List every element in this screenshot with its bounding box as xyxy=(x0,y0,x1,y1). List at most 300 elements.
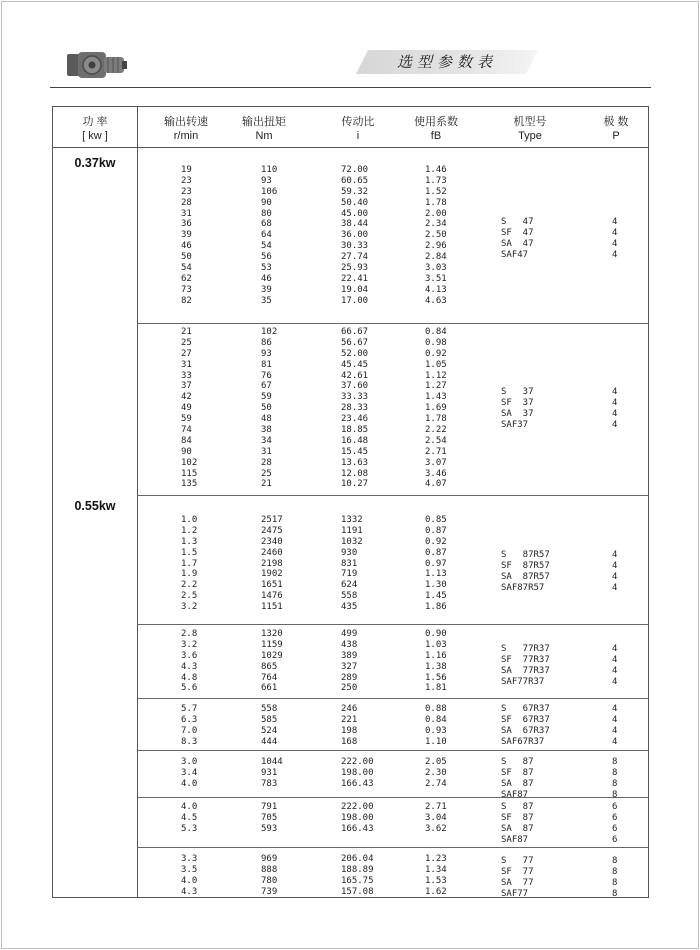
torque-column xyxy=(261,629,283,694)
poles-column xyxy=(612,217,617,261)
table-cell: 1029 xyxy=(261,650,283,661)
table-cell: 135 xyxy=(181,479,198,490)
table-cell: 2.96 xyxy=(425,241,447,252)
poles-cell: 6 xyxy=(612,834,618,845)
speed-column xyxy=(181,165,192,307)
poles-cell: 4 xyxy=(612,582,618,593)
table-cell: 0.87 xyxy=(425,547,447,558)
torque-column xyxy=(261,757,283,790)
type-cell: SA 47 xyxy=(501,238,534,249)
table-cell: 1.12 xyxy=(425,370,447,381)
speed-column xyxy=(181,757,197,790)
table-cell: 84 xyxy=(181,435,192,446)
group-divider xyxy=(137,797,648,798)
table-cell: 72.00 xyxy=(341,165,369,175)
table-cell: 90 xyxy=(181,446,192,457)
table-cell: 2.30 xyxy=(425,767,447,778)
poles-column xyxy=(612,704,617,748)
table-cell: 1.03 xyxy=(425,639,447,650)
table-cell: 22.41 xyxy=(341,273,369,284)
table-cell: 0.84 xyxy=(425,327,447,337)
type-cell: SF 77 xyxy=(501,866,534,877)
table-cell: 56.67 xyxy=(341,337,369,348)
table-cell: 10.27 xyxy=(341,479,369,490)
type-cell: S 77R37 xyxy=(501,644,550,654)
factor-column xyxy=(425,515,447,613)
table-cell: 2.50 xyxy=(425,230,447,241)
table-cell: 3.62 xyxy=(425,823,447,834)
table-cell: 110 xyxy=(261,165,278,175)
table-cell: 1.30 xyxy=(425,580,447,591)
table-cell: 1.23 xyxy=(425,854,447,864)
table-cell: 82 xyxy=(181,295,192,306)
table-cell: 23 xyxy=(181,175,192,186)
header-type: 机型号 Type xyxy=(513,116,547,142)
table-cell: 12.08 xyxy=(341,468,369,479)
group-divider xyxy=(137,750,648,751)
table-cell: 2.54 xyxy=(425,435,447,446)
table-cell: 1.7 xyxy=(181,558,198,569)
table-cell: 16.48 xyxy=(341,435,369,446)
table-cell: 1902 xyxy=(261,569,283,580)
table-cell: 27 xyxy=(181,348,192,359)
speed-column xyxy=(181,629,197,694)
poles-cell: 4 xyxy=(612,560,618,571)
poles-cell: 4 xyxy=(612,704,618,714)
power-value: 0.55kw xyxy=(74,499,116,513)
power-value: 0.37kw xyxy=(74,156,116,170)
table-cell: 930 xyxy=(341,547,358,558)
table-cell: 28 xyxy=(261,457,272,468)
table-cell: 54 xyxy=(181,263,192,274)
table-cell: 250 xyxy=(341,683,358,694)
table-cell: 221 xyxy=(341,714,358,725)
type-cell: SAF67R37 xyxy=(501,736,545,747)
header-power: 功 率 [ kw ] xyxy=(82,116,108,142)
table-cell: 524 xyxy=(261,725,278,736)
table-cell: 1.05 xyxy=(425,359,447,370)
type-column xyxy=(501,757,534,801)
table-cell: 1.52 xyxy=(425,186,447,197)
group-divider xyxy=(137,495,648,496)
poles-cell: 4 xyxy=(612,644,618,654)
table-cell: 36.00 xyxy=(341,230,369,241)
table-cell: 49 xyxy=(181,403,192,414)
table-cell: 35 xyxy=(261,295,272,306)
table-cell: 0.90 xyxy=(425,629,447,639)
poles-cell: 8 xyxy=(612,789,618,800)
poles-cell: 4 xyxy=(612,665,618,676)
table-cell: 2.2 xyxy=(181,580,198,591)
header-poles: 极 数 P xyxy=(603,116,629,142)
table-cell: 46 xyxy=(261,273,272,284)
factor-column xyxy=(425,704,447,748)
table-cell: 74 xyxy=(181,425,192,436)
table-cell: 42.61 xyxy=(341,370,369,381)
table-cell: 62 xyxy=(181,273,192,284)
table-cell: 1.5 xyxy=(181,547,198,558)
poles-cell: 8 xyxy=(612,856,618,866)
table-cell: 28.33 xyxy=(341,403,369,414)
poles-cell: 4 xyxy=(612,227,618,238)
poles-cell: 4 xyxy=(612,736,618,747)
type-cell: SF 67R37 xyxy=(501,714,550,725)
poles-cell: 6 xyxy=(612,812,618,823)
factor-column xyxy=(425,802,447,835)
table-cell: 222.00 xyxy=(341,757,374,767)
table-cell: 8.3 xyxy=(181,736,198,747)
table-cell: 31 xyxy=(181,359,192,370)
table-cell: 115 xyxy=(181,468,198,479)
table-cell: 5.3 xyxy=(181,823,198,834)
table-cell: 4.63 xyxy=(425,295,447,306)
type-column xyxy=(501,217,534,261)
table-cell: 59 xyxy=(181,414,192,425)
table-cell: 106 xyxy=(261,186,278,197)
table-cell: 3.2 xyxy=(181,639,198,650)
table-cell: 791 xyxy=(261,802,278,812)
table-cell: 1.43 xyxy=(425,392,447,403)
table-cell: 27.74 xyxy=(341,252,369,263)
table-cell: 624 xyxy=(341,580,358,591)
table-cell: 0.92 xyxy=(425,536,447,547)
type-cell: SAF87R57 xyxy=(501,582,545,593)
type-cell: SF 87 xyxy=(501,767,534,778)
table-cell: 1.16 xyxy=(425,650,447,661)
table-cell: 52.00 xyxy=(341,348,369,359)
type-cell: S 87 xyxy=(501,802,534,812)
ratio-column xyxy=(341,165,368,307)
poles-column xyxy=(612,550,617,594)
ratio-column xyxy=(341,629,357,694)
ratio-column xyxy=(341,757,374,790)
table-cell: 2517 xyxy=(261,515,283,525)
table-cell: 5.6 xyxy=(181,683,198,694)
table-cell: 1.69 xyxy=(425,403,447,414)
table-cell: 198.00 xyxy=(341,767,374,778)
poles-cell: 8 xyxy=(612,778,618,789)
table-cell: 4.8 xyxy=(181,672,198,683)
factor-column xyxy=(425,327,447,490)
table-cell: 59 xyxy=(261,392,272,403)
table-cell: 865 xyxy=(261,661,278,672)
poles-cell: 4 xyxy=(612,654,618,665)
table-cell: 389 xyxy=(341,650,358,661)
table-cell: 4.0 xyxy=(181,802,198,812)
table-cell: 2.84 xyxy=(425,252,447,263)
table-cell: 7.0 xyxy=(181,725,198,736)
type-cell: SA 87 xyxy=(501,823,534,834)
type-column xyxy=(501,802,534,846)
table-cell: 0.92 xyxy=(425,348,447,359)
table-cell: 25 xyxy=(261,468,272,479)
table-cell: 81 xyxy=(261,359,272,370)
table-cell: 558 xyxy=(261,704,278,714)
table-cell: 50.40 xyxy=(341,197,369,208)
table-cell: 1.73 xyxy=(425,175,447,186)
table-cell: 2.22 xyxy=(425,425,447,436)
table-cell: 2460 xyxy=(261,547,283,558)
table-cell: 1.62 xyxy=(425,886,447,897)
factor-column xyxy=(425,854,447,898)
table-cell: 36 xyxy=(181,219,192,230)
poles-column xyxy=(612,757,617,801)
poles-cell: 4 xyxy=(612,408,618,419)
type-cell: S 77 xyxy=(501,856,534,866)
table-cell: 0.97 xyxy=(425,558,447,569)
table-cell: 45.00 xyxy=(341,208,369,219)
table-cell: 1151 xyxy=(261,602,283,613)
table-cell: 705 xyxy=(261,812,278,823)
factor-column xyxy=(425,757,447,790)
table-cell: 1044 xyxy=(261,757,283,767)
poles-column xyxy=(612,856,617,900)
table-cell: 93 xyxy=(261,348,272,359)
header-rule xyxy=(50,87,651,88)
table-cell: 4.0 xyxy=(181,875,198,886)
poles-cell: 4 xyxy=(612,714,618,725)
table-cell: 2198 xyxy=(261,558,283,569)
table-cell: 33 xyxy=(181,370,192,381)
table-cell: 0.93 xyxy=(425,725,447,736)
type-cell: SAF87 xyxy=(501,789,529,800)
group-divider xyxy=(137,323,648,324)
table-cell: 585 xyxy=(261,714,278,725)
table-cell: 831 xyxy=(341,558,358,569)
type-cell: S 87R57 xyxy=(501,550,550,560)
table-cell: 86 xyxy=(261,337,272,348)
speed-column xyxy=(181,515,197,613)
table-cell: 4.0 xyxy=(181,778,198,789)
table-cell: 54 xyxy=(261,241,272,252)
factor-column xyxy=(425,629,447,694)
gear-motor-icon xyxy=(66,48,128,82)
table-cell: 50 xyxy=(261,403,272,414)
type-cell: SF 77R37 xyxy=(501,654,550,665)
table-cell: 33.33 xyxy=(341,392,369,403)
table-cell: 13.63 xyxy=(341,457,369,468)
banner-title: 选型参数表 xyxy=(396,53,497,71)
table-cell: 661 xyxy=(261,683,278,694)
group-divider xyxy=(137,624,648,625)
type-column xyxy=(501,644,550,688)
table-cell: 4.3 xyxy=(181,886,198,897)
type-cell: SA 87 xyxy=(501,778,534,789)
table-cell: 31 xyxy=(261,446,272,457)
type-cell: SA 77 xyxy=(501,877,534,888)
table-cell: 3.4 xyxy=(181,767,198,778)
ratio-column xyxy=(341,704,357,748)
poles-cell: 6 xyxy=(612,802,618,812)
poles-column xyxy=(612,387,617,431)
table-cell: 1.3 xyxy=(181,536,198,547)
table-cell: 499 xyxy=(341,629,358,639)
table-cell: 2.5 xyxy=(181,591,198,602)
table-cell: 3.2 xyxy=(181,602,198,613)
type-column xyxy=(501,550,550,594)
table-cell: 739 xyxy=(261,886,278,897)
table-cell: 165.75 xyxy=(341,875,374,886)
table-cell: 34 xyxy=(261,435,272,446)
poles-cell: 8 xyxy=(612,767,618,778)
table-cell: 2.71 xyxy=(425,446,447,457)
table-cell: 166.43 xyxy=(341,823,374,834)
table-cell: 969 xyxy=(261,854,278,864)
table-cell: 558 xyxy=(341,591,358,602)
table-cell: 1.56 xyxy=(425,672,447,683)
poles-cell: 8 xyxy=(612,877,618,888)
table-cell: 198.00 xyxy=(341,812,374,823)
header-speed: 输出转速 r/min xyxy=(164,116,208,142)
type-cell: SA 37 xyxy=(501,408,534,419)
table-cell: 28 xyxy=(181,197,192,208)
table-cell: 102 xyxy=(181,457,198,468)
poles-cell: 4 xyxy=(612,676,618,687)
table-cell: 66.67 xyxy=(341,327,369,337)
table-cell: 31 xyxy=(181,208,192,219)
table-cell: 19 xyxy=(181,165,192,175)
type-cell: SA 67R37 xyxy=(501,725,550,736)
table-cell: 888 xyxy=(261,864,278,875)
table-cell: 2.34 xyxy=(425,219,447,230)
table-cell: 39 xyxy=(261,284,272,295)
table-cell: 93 xyxy=(261,175,272,186)
table-cell: 64 xyxy=(261,230,272,241)
poles-cell: 4 xyxy=(612,238,618,249)
table-cell: 2.05 xyxy=(425,757,447,767)
poles-cell: 4 xyxy=(612,571,618,582)
type-cell: SAF47 xyxy=(501,249,529,260)
table-cell: 37.60 xyxy=(341,381,369,392)
table-cell: 1032 xyxy=(341,536,363,547)
table-cell: 1.2 xyxy=(181,525,198,536)
table-cell: 39 xyxy=(181,230,192,241)
type-cell: SF 87 xyxy=(501,812,534,823)
ratio-column xyxy=(341,515,363,613)
table-cell: 3.04 xyxy=(425,812,447,823)
torque-column xyxy=(261,327,277,490)
table-cell: 5.7 xyxy=(181,704,198,714)
factor-column xyxy=(425,165,447,307)
table-cell: 59.32 xyxy=(341,186,369,197)
type-cell: SA 87R57 xyxy=(501,571,550,582)
table-cell: 6.3 xyxy=(181,714,198,725)
type-cell: SAF77R37 xyxy=(501,676,545,687)
table-cell: 3.51 xyxy=(425,273,447,284)
table-cell: 166.43 xyxy=(341,778,374,789)
type-cell: SAF77 xyxy=(501,888,529,899)
table-cell: 0.88 xyxy=(425,704,447,714)
table-cell: 1.13 xyxy=(425,569,447,580)
table-cell: 2.71 xyxy=(425,802,447,812)
table-cell: 76 xyxy=(261,370,272,381)
table-cell: 1.86 xyxy=(425,602,447,613)
torque-column xyxy=(261,515,283,613)
table-cell: 1.38 xyxy=(425,661,447,672)
table-cell: 21 xyxy=(181,327,192,337)
type-cell: SAF37 xyxy=(501,419,529,430)
table-cell: 444 xyxy=(261,736,278,747)
table-cell: 30.33 xyxy=(341,241,369,252)
table-cell: 25 xyxy=(181,337,192,348)
ratio-column xyxy=(341,327,368,490)
torque-column xyxy=(261,165,277,307)
table-cell: 23.46 xyxy=(341,414,369,425)
group-divider xyxy=(137,698,648,699)
type-column xyxy=(501,856,534,900)
table-cell: 1.78 xyxy=(425,197,447,208)
poles-cell: 4 xyxy=(612,217,618,227)
speed-column xyxy=(181,704,197,748)
poles-cell: 4 xyxy=(612,397,618,408)
table-cell: 4.5 xyxy=(181,812,198,823)
table-cell: 21 xyxy=(261,479,272,490)
type-cell: SAF87 xyxy=(501,834,529,845)
poles-cell: 8 xyxy=(612,866,618,877)
table-cell: 3.6 xyxy=(181,650,198,661)
table-cell: 19.04 xyxy=(341,284,369,295)
speed-column xyxy=(181,854,197,898)
group-divider xyxy=(137,847,648,848)
table-cell: 56 xyxy=(261,252,272,263)
table-cell: 90 xyxy=(261,197,272,208)
table-cell: 246 xyxy=(341,704,358,714)
table-cell: 1159 xyxy=(261,639,283,650)
table-cell: 1476 xyxy=(261,591,283,602)
table-cell: 2475 xyxy=(261,525,283,536)
torque-column xyxy=(261,802,277,835)
table-cell: 3.07 xyxy=(425,457,447,468)
ratio-column xyxy=(341,854,374,898)
type-cell: S 37 xyxy=(501,387,534,397)
table-cell: 38 xyxy=(261,425,272,436)
table-cell: 23 xyxy=(181,186,192,197)
type-cell: SA 77R37 xyxy=(501,665,550,676)
torque-column xyxy=(261,854,277,898)
table-cell: 435 xyxy=(341,602,358,613)
table-cell: 1.34 xyxy=(425,864,447,875)
table-cell: 2.74 xyxy=(425,778,447,789)
table-cell: 222.00 xyxy=(341,802,374,812)
header-factor: 使用系数 fB xyxy=(414,116,458,142)
type-cell: SF 47 xyxy=(501,227,534,238)
poles-cell: 4 xyxy=(612,725,618,736)
table-cell: 0.84 xyxy=(425,714,447,725)
table-cell: 60.65 xyxy=(341,175,369,186)
torque-column xyxy=(261,704,277,748)
poles-cell: 8 xyxy=(612,888,618,899)
table-cell: 188.89 xyxy=(341,864,374,875)
table-cell: 593 xyxy=(261,823,278,834)
poles-cell: 4 xyxy=(612,419,618,430)
table-cell: 1.81 xyxy=(425,683,447,694)
table-cell: 168 xyxy=(341,736,358,747)
poles-cell: 8 xyxy=(612,757,618,767)
table-cell: 3.5 xyxy=(181,864,198,875)
table-cell: 73 xyxy=(181,284,192,295)
table-cell: 206.04 xyxy=(341,854,374,864)
title-banner xyxy=(356,50,538,74)
table-cell: 719 xyxy=(341,569,358,580)
table-cell: 46 xyxy=(181,241,192,252)
table-cell: 38.44 xyxy=(341,219,369,230)
type-column xyxy=(501,387,534,431)
table-cell: 4.13 xyxy=(425,284,447,295)
table-cell: 327 xyxy=(341,661,358,672)
table-cell: 1651 xyxy=(261,580,283,591)
table-cell: 37 xyxy=(181,381,192,392)
table-cell: 48 xyxy=(261,414,272,425)
